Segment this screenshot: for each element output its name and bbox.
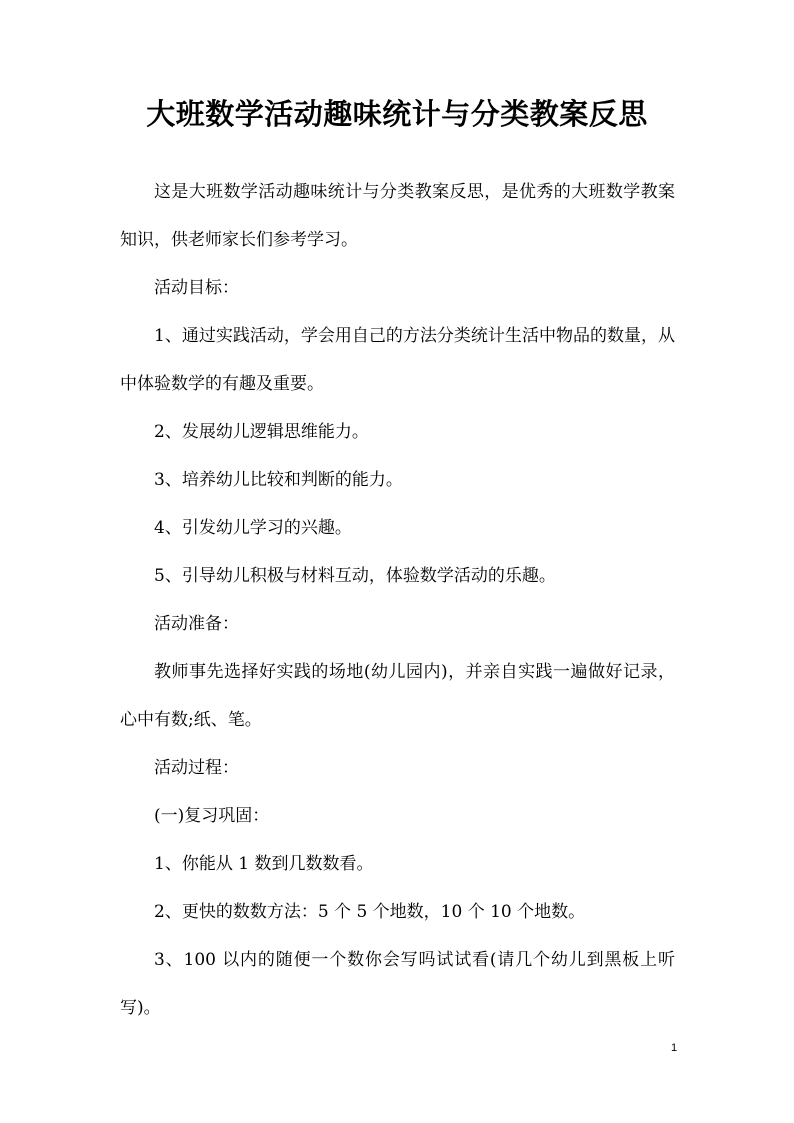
- activity-goals-heading: 活动目标：: [154, 278, 239, 298]
- goal-item-2: 2、发展幼儿逻辑思维能力。: [154, 422, 369, 442]
- intro-paragraph: 这是大班数学活动趣味统计与分类教案反思，是优秀的大班数学教案知识，供老师家长们参考学习。: [120, 182, 675, 250]
- activity-preparation-heading: 活动准备：: [154, 614, 239, 634]
- activity-process-heading: 活动过程：: [154, 758, 239, 778]
- goal-item-3: 3、培养幼儿比较和判断的能力。: [154, 470, 403, 490]
- document-body: [120, 168, 675, 1032]
- process-item-1: 1、你能从 1 数到几数数看。: [154, 854, 374, 874]
- process-item-3: 3、100 以内的随便一个数你会写吗试试看(请几个幼儿到黑板上听写)。: [120, 950, 675, 1018]
- process-item-2: 2、更快的数数方法：5 个 5 个地数，10 个 10 个地数。: [154, 902, 586, 922]
- review-section-heading: (一)复习巩固：: [154, 806, 270, 826]
- goal-item-1: 1、通过实践活动，学会用自己的方法分类统计生活中物品的数量，从中体验数学的有趣及重要。: [120, 326, 675, 394]
- page-number: 1: [670, 1042, 678, 1054]
- goal-item-5: 5、引导幼儿积极与材料互动，体验数学活动的乐趣。: [154, 566, 556, 586]
- document-title: 大班数学活动趣味统计与分类教案反思: [146, 97, 648, 131]
- goal-item-4: 4、引发幼儿学习的兴趣。: [154, 518, 352, 538]
- preparation-paragraph: 教师事先选择好实践的场地(幼儿园内)，并亲自实践一遍做好记录，心中有数;纸、笔。: [120, 662, 675, 730]
